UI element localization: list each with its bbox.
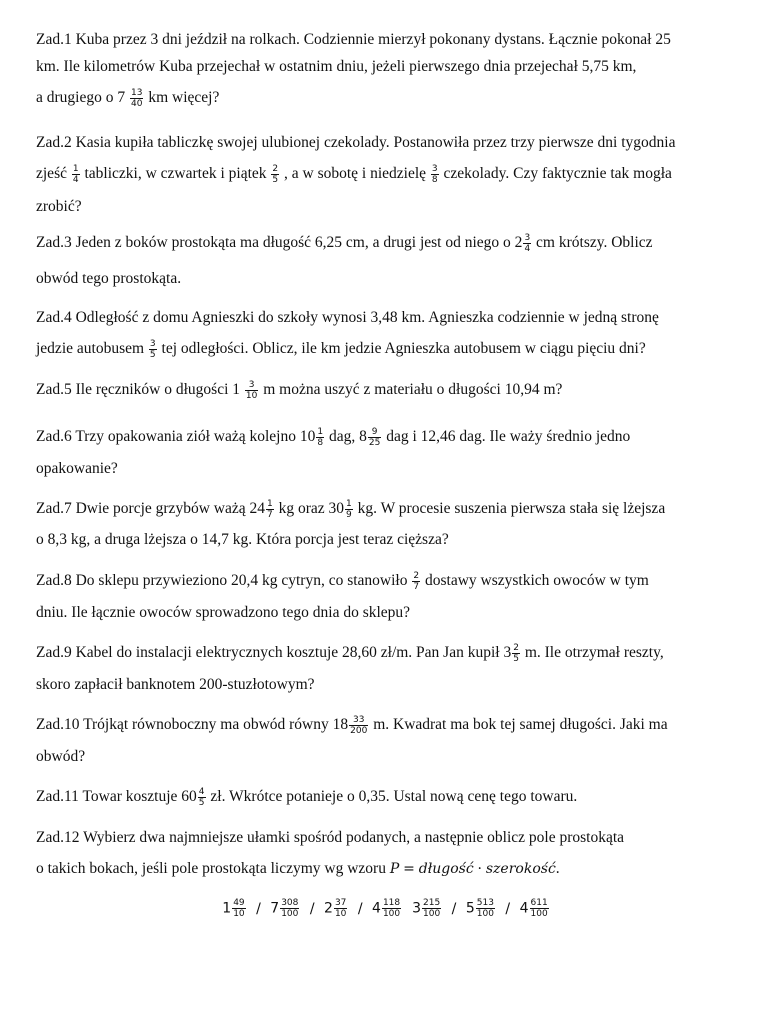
task-text: dostawy wszystkich owoców w tym xyxy=(421,572,649,590)
mixed-number-whole: 1 xyxy=(222,900,232,917)
fraction-denominator: 100 xyxy=(423,909,441,919)
fraction-denominator: 5 xyxy=(272,175,279,185)
fraction-numerator: 3 xyxy=(524,233,531,243)
fraction-denominator: 40 xyxy=(130,99,143,109)
task-text: kg oraz 30 xyxy=(274,500,344,518)
fraction xyxy=(349,715,368,736)
task-text: Zad.1 Kuba przez 3 dni jeździł na rolkach. Codziennie mierzył pokonany dystans. Łącznie pokonał 25 xyxy=(36,31,671,48)
task-line xyxy=(36,308,659,328)
fraction-numerator: 1 xyxy=(266,499,273,509)
fraction-denominator: 8 xyxy=(317,438,324,448)
fraction-denominator: 100 xyxy=(530,909,548,919)
fraction-numerator: 33 xyxy=(349,715,368,726)
fraction-numerator: 308 xyxy=(281,898,299,908)
fraction-numerator: 118 xyxy=(382,898,401,908)
task-line xyxy=(36,643,664,664)
task-line xyxy=(36,164,672,185)
fraction-numerator: 1 xyxy=(72,164,79,174)
task-text: skoro zapłacił banknotem 200-stuzłotowym? xyxy=(36,676,315,693)
task-line xyxy=(36,380,562,401)
fraction-numerator: 4 xyxy=(198,787,205,797)
fraction xyxy=(245,380,258,401)
fraction-denominator: 100 xyxy=(281,909,299,919)
fraction-denominator: 4 xyxy=(524,244,531,254)
formula-operator: = xyxy=(403,861,415,877)
fraction xyxy=(130,88,143,109)
fraction-numerator: 513 xyxy=(476,898,494,908)
task-text: Zad.4 Odległość z domu Agnieszki do szkoły wynosi 3,48 km. Agnieszka codziennie w jedną stronę xyxy=(36,309,659,326)
fraction xyxy=(512,643,520,664)
task-text: dniu. Ile łącznie owoców sprowadzono tego dnia do sklepu? xyxy=(36,604,411,621)
fraction xyxy=(412,571,420,592)
task-text: Zad.5 Ile ręczników o długości 1 xyxy=(36,381,244,399)
fraction xyxy=(280,898,299,919)
fraction-denominator: 10 xyxy=(245,391,258,401)
fraction xyxy=(266,499,274,520)
formula-variable: długość xyxy=(418,861,474,877)
fraction-numerator: 2 xyxy=(272,164,279,174)
fraction xyxy=(316,427,324,448)
fractions-list xyxy=(36,898,736,919)
fraction-denominator: 9 xyxy=(346,510,352,520)
task-text: m można uszyć z materiału o długości 10,94 m? xyxy=(259,381,563,399)
fraction-denominator: 8 xyxy=(431,175,438,185)
fraction xyxy=(431,164,439,185)
task-text: cm krótszy. Oblicz xyxy=(532,234,653,252)
fraction-denominator: 10 xyxy=(233,909,245,919)
fraction-denominator: 7 xyxy=(266,510,273,520)
fraction-numerator: 13 xyxy=(130,88,143,98)
mixed-number-whole: 4 xyxy=(372,900,381,917)
fraction-denominator: 7 xyxy=(413,582,420,592)
fraction-denominator: 200 xyxy=(350,726,368,736)
task-text: Zad.11 Towar kosztuje 60 xyxy=(36,788,197,806)
fraction-numerator: 37 xyxy=(334,898,347,908)
task-line xyxy=(36,233,653,254)
task-line xyxy=(36,499,665,520)
fraction xyxy=(476,898,495,919)
task-text: o takich bokach, jeśli pole prostokąta liczymy wg wzoru xyxy=(36,860,390,877)
fraction-numerator: 9 xyxy=(368,427,381,438)
fraction xyxy=(530,898,549,919)
fraction xyxy=(523,233,531,254)
task-line xyxy=(36,269,181,289)
task-line xyxy=(36,859,560,879)
task-text: opakowanie? xyxy=(36,460,118,477)
fraction-numerator: 3 xyxy=(431,164,438,174)
task-text: dag i 12,46 dag. Ile waży średnio jedno xyxy=(382,428,631,446)
fraction-separator: / xyxy=(251,900,266,917)
fraction-numerator: 49 xyxy=(233,898,245,908)
task-text: Zad.2 Kasia kupiła tabliczkę swojej ulubionej czekolady. Postanowiła przez trzy pierwsze dni tygodnia xyxy=(36,134,676,151)
formula-variable: P xyxy=(389,861,400,877)
mixed-number-whole: 7 xyxy=(270,900,280,917)
task-text: kg. W procesie suszenia pierwsza stała się lżejsza xyxy=(353,500,666,518)
task-text: Zad.9 Kabel do instalacji elektrycznych kosztuje 28,60 zł/m. Pan Jan kupił 3 xyxy=(36,644,512,662)
task-line xyxy=(36,459,118,479)
task-text: Zad.3 Jeden z boków prostokąta ma długość 6,25 cm, a drugi jest od niego o 2 xyxy=(36,234,523,252)
task-line xyxy=(36,427,630,448)
fraction xyxy=(345,499,353,520)
task-text: tabliczki, w czwartek i piątek xyxy=(80,165,271,183)
fraction-numerator: 2 xyxy=(413,571,420,581)
task-text: czekolady. Czy faktycznie tak mogła xyxy=(439,165,672,183)
mixed-number-whole: 2 xyxy=(324,900,333,917)
task-text: obwód tego prostokąta. xyxy=(36,270,182,287)
task-line xyxy=(36,715,668,736)
task-line xyxy=(36,675,315,695)
task-line xyxy=(36,571,649,592)
task-text: tej odległości. Oblicz, ile km jedzie Agnieszka autobusem w ciągu pięciu dni? xyxy=(157,340,646,358)
task-line xyxy=(36,530,449,550)
task-text: a drugiego o 7 xyxy=(36,89,129,107)
task-line xyxy=(36,339,646,360)
task-text: Zad.6 Trzy opakowania ziół ważą kolejno 10 xyxy=(36,428,316,446)
task-text: Zad.12 Wybierz dwa najmniejsze ułamki spośród podanych, a następnie oblicz pole prostokąta xyxy=(36,829,625,846)
fraction-denominator: 5 xyxy=(198,798,205,808)
task-line xyxy=(36,197,82,217)
fraction-numerator: 3 xyxy=(149,339,156,349)
fraction xyxy=(232,898,245,919)
fraction-denominator: 5 xyxy=(149,350,156,360)
task-text: m. Kwadrat ma bok tej samej długości. Jaki ma xyxy=(369,716,668,734)
task-line xyxy=(36,30,671,50)
task-text: . xyxy=(555,860,560,877)
task-text: o 8,3 kg, a druga lżejsza o 14,7 kg. Która porcja jest teraz cięższa? xyxy=(36,531,449,548)
task-line xyxy=(36,57,636,77)
task-text: m. Ile otrzymał reszty, xyxy=(520,644,664,662)
fraction-denominator: 10 xyxy=(334,909,347,919)
mixed-number-whole: 5 xyxy=(465,900,475,917)
mixed-number-whole: 3 xyxy=(412,900,422,917)
task-text: Zad.7 Dwie porcje grzybów ważą 24 xyxy=(36,500,265,518)
fraction-separator: / xyxy=(353,900,368,917)
fraction-numerator: 1 xyxy=(346,499,352,509)
task-line xyxy=(36,603,410,623)
task-text: obwód? xyxy=(36,748,86,765)
task-text: km więcej? xyxy=(144,89,220,107)
task-text: zrobić? xyxy=(36,198,82,215)
fraction xyxy=(149,339,157,360)
fraction-denominator: 5 xyxy=(513,654,519,664)
fraction xyxy=(72,164,80,185)
task-text: Zad.10 Trójkąt równoboczny ma obwód równy 18 xyxy=(36,716,349,734)
fraction-denominator: 4 xyxy=(72,175,79,185)
fraction-numerator: 611 xyxy=(530,898,548,908)
task-line xyxy=(36,828,624,848)
fraction xyxy=(198,787,206,808)
fraction-denominator: 25 xyxy=(368,438,381,448)
fraction-denominator: 100 xyxy=(476,909,494,919)
task-line xyxy=(36,88,219,109)
task-text: zł. Wkrótce potanieje o 0,35. Ustal nową cenę tego towaru. xyxy=(206,788,578,806)
fraction-separator: / xyxy=(447,900,461,917)
fraction-denominator: 100 xyxy=(382,909,401,919)
fraction-numerator: 1 xyxy=(317,427,324,437)
fraction xyxy=(422,898,441,919)
task-line xyxy=(36,133,675,153)
fraction-separator: / xyxy=(500,900,515,917)
task-text: dag, 8 xyxy=(325,428,367,446)
fraction xyxy=(382,898,401,919)
fraction xyxy=(271,164,279,185)
mixed-number-whole: 4 xyxy=(519,900,529,917)
formula-variable: szerokość xyxy=(485,861,556,877)
fraction-numerator: 3 xyxy=(245,380,258,391)
fraction-separator: / xyxy=(305,900,320,917)
fraction-numerator: 2 xyxy=(513,643,519,653)
task-line xyxy=(36,747,85,767)
task-text: jedzie autobusem xyxy=(36,340,148,358)
task-text: , a w sobotę i niedzielę xyxy=(280,165,430,183)
task-text: Zad.8 Do sklepu przywieziono 20,4 kg cytryn, co stanowiło xyxy=(36,572,412,590)
fraction xyxy=(334,898,347,919)
task-text: km. Ile kilometrów Kuba przejechał w ostatnim dniu, jeżeli pierwszego dnia przejechał 5,75 km, xyxy=(36,58,637,75)
formula-operator: · xyxy=(477,861,482,877)
fraction xyxy=(368,427,381,448)
task-line xyxy=(36,787,577,808)
fraction-numerator: 215 xyxy=(423,898,441,908)
task-text: zjeść xyxy=(36,165,71,183)
